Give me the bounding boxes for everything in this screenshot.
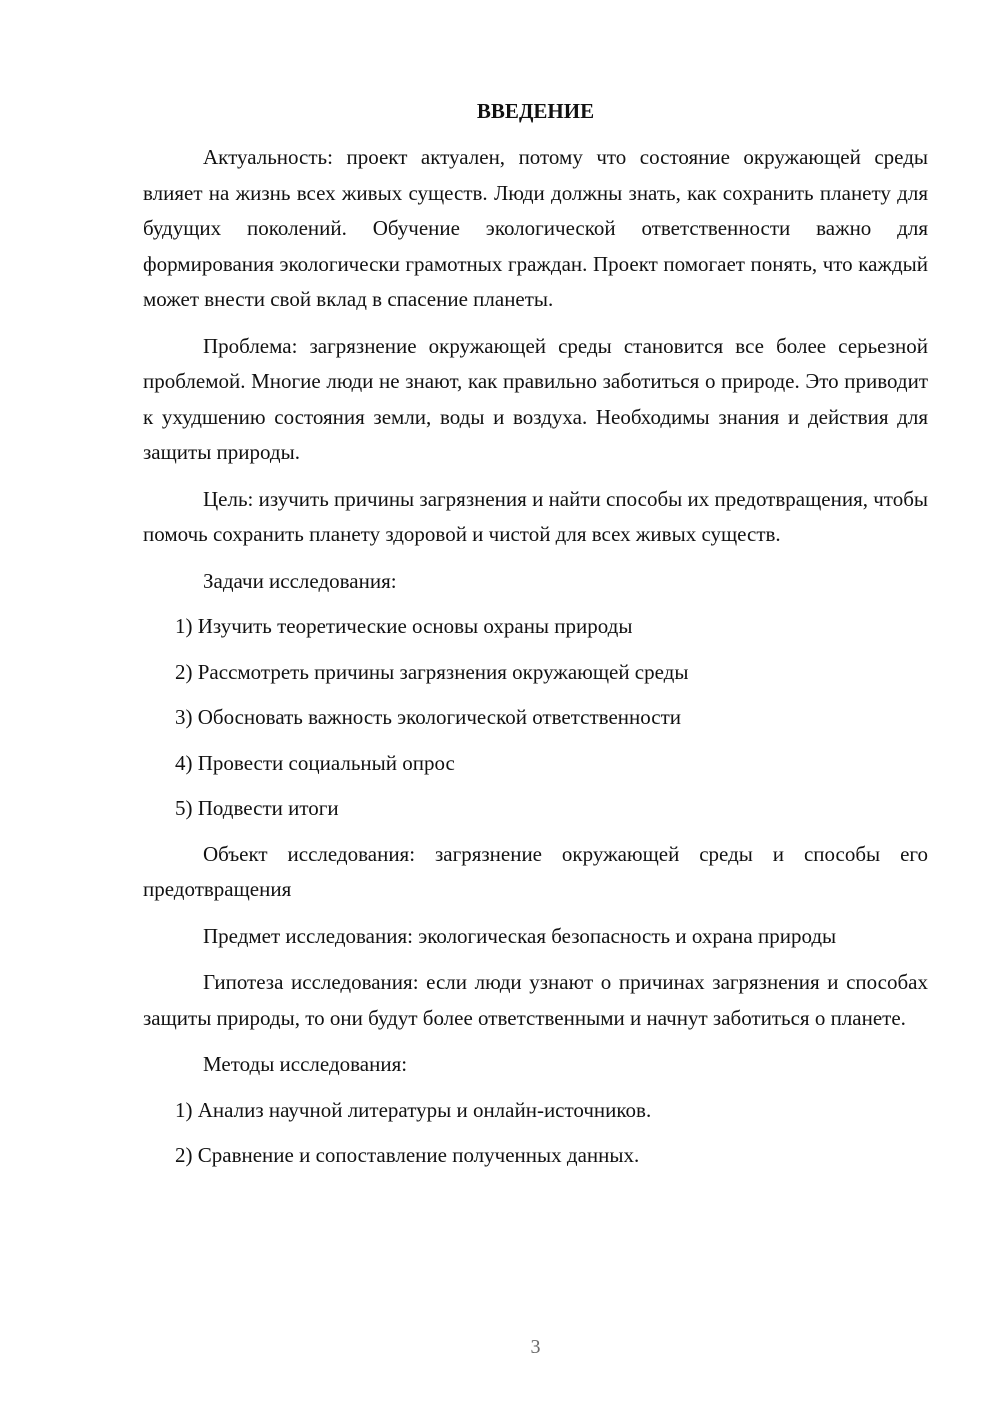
tasks-list bbox=[143, 609, 928, 827]
relevance-paragraph: Актуальность: проект актуален, потому что состояние окружающей среды влияет на жизнь всех живых существ. Люди должны знать, как сохранить планету для будущих поколений. Обучение экологической ответственности важно для формирования экологически грамотных граждан. Проект помогает понять, что каждый может внести свой вклад в спасение планеты. bbox=[143, 145, 928, 311]
task-item: 3) Обосновать важность экологической ответственности bbox=[175, 705, 681, 729]
document-body bbox=[143, 140, 928, 1184]
goal-paragraph: Цель: изучить причины загрязнения и найти способы их предотвращения, чтобы помочь сохранить планету здоровой и чистой для всех живых существ. bbox=[143, 486, 928, 546]
task-item: 4) Провести социальный опрос bbox=[175, 750, 455, 775]
task-item: 2) Рассмотреть причины загрязнения окружающей среды bbox=[175, 659, 689, 684]
hypothesis-paragraph: Гипотеза исследования: если люди узнают о причинах загрязнения и способах защиты природы, то они будут более ответственными и начнут заботиться о планете. bbox=[143, 970, 928, 1030]
problem-paragraph: Проблема: загрязнение окружающей среды становится все более серьезной проблемой. Многие люди не знают, как правильно заботиться о природе. Это приводит к ухудшению состояния земли, воды и воздуха. Необходимы знания и действия для защиты природы. bbox=[143, 333, 928, 464]
section-heading: ВВЕДЕНИЕ bbox=[476, 99, 595, 123]
page-number: 3 bbox=[530, 1336, 541, 1358]
method-item: 2) Сравнение и сопоставление полученных данных. bbox=[175, 1143, 640, 1167]
methods-title: Методы исследования: bbox=[203, 1052, 408, 1076]
subject-paragraph: Предмет исследования: экологическая безопасность и охрана природы bbox=[203, 923, 837, 948]
document-page bbox=[143, 0, 928, 1414]
task-item: 1) Изучить теоретические основы охраны природы bbox=[175, 614, 633, 638]
object-paragraph: Объект исследования: загрязнение окружающей среды и способы его предотвращения bbox=[143, 841, 928, 901]
methods-list bbox=[143, 1093, 928, 1174]
task-item: 5) Подвести итоги bbox=[175, 796, 339, 820]
method-item: 1) Анализ научной литературы и онлайн-источников. bbox=[175, 1097, 652, 1122]
tasks-title: Задачи исследования: bbox=[203, 568, 397, 593]
